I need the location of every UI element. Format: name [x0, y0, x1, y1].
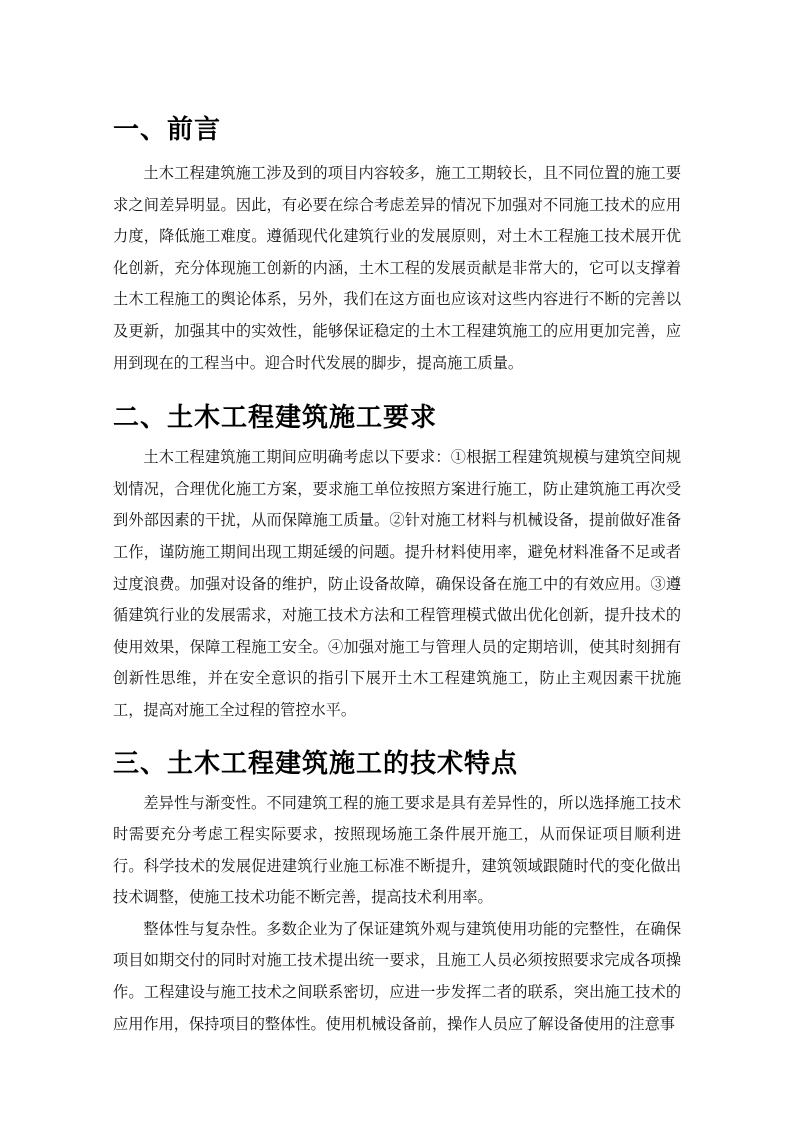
paragraph-integrity-complexity: 整体性与复杂性。多数企业为了保证建筑外观与建筑使用功能的完整性，在确保项目如期交付的同时对施工技术提出统一要求，且施工人员必须按照要求完成各项操作。工程建设与施工技术之间联系密切，应进一步发挥二者的联系，突出施工技术的应用作用，保持项目的整体性。使用机械设备前，操作人员应了解设备使用的注意事: [113, 919, 681, 1033]
section-heading-technical-features: 三、土木工程建筑施工的技术特点: [113, 748, 519, 779]
paragraph-difference-gradual: 差异性与渐变性。不同建筑工程的施工要求是具有差异性的，所以选择施工技术时需要充分考虑工程实际要求，按照现场施工条件展开施工，从而保证项目顺利进行。科学技术的发展促进建筑行业施工标准不断提升，建筑领域跟随时代的变化做出技术调整，使施工技术功能不断完善，提高技术利用率。: [113, 793, 681, 907]
paragraph-requirements: 土木工程建筑施工期间应明确考虑以下要求：①根据工程建筑规模与建筑空间规划情况，合理优化施工方案，要求施工单位按照方案进行施工，防止建筑施工再次受到外部因素的干扰，从而保障施工质量。②针对施工材料与机械设备，提前做好准备工作，谨防施工期间出现工期延缓的问题。提升材料使用率，避免材料准备不足或者过度浪费。加强对设备的维护，防止设备故障，确保设备在施工中的有效应用。③遵循建筑行业的发展需求，对施工技术方法和工程管理模式做出优化创新，提升技术的使用效果，保障工程施工安全。④加强对施工与管理人员的定期培训，使其时刻拥有创新性思维，并在安全意识的指引下展开土木工程建筑施工，防止主观因素干扰施工，提高对施工全过程的管控水平。: [113, 448, 681, 719]
section-heading-preface: 一、前言: [113, 115, 222, 145]
document-body: [113, 110, 681, 1040]
section-heading-requirements: 二、土木工程建筑施工要求: [113, 403, 438, 434]
paragraph-preface: 土木工程建筑施工涉及到的项目内容较多，施工工期较长，且不同位置的施工要求之间差异明显。因此，有必要在综合考虑差异的情况下加强对不同施工技术的应用力度，降低施工难度。遵循现代化建筑行业的发展原则，对土木工程施工技术展开优化创新，充分体现施工创新的内涵，土木工程的发展贡献是非常大的，它可以支撑着土木工程施工的舆论体系，另外，我们在这方面也应该对这些内容进行不断的完善以及更新，加强其中的实效性，能够保证稳定的土木工程建筑施工的应用更加完善，应用到现在的工程当中。迎合时代发展的脚步，提高施工质量。: [113, 164, 681, 372]
